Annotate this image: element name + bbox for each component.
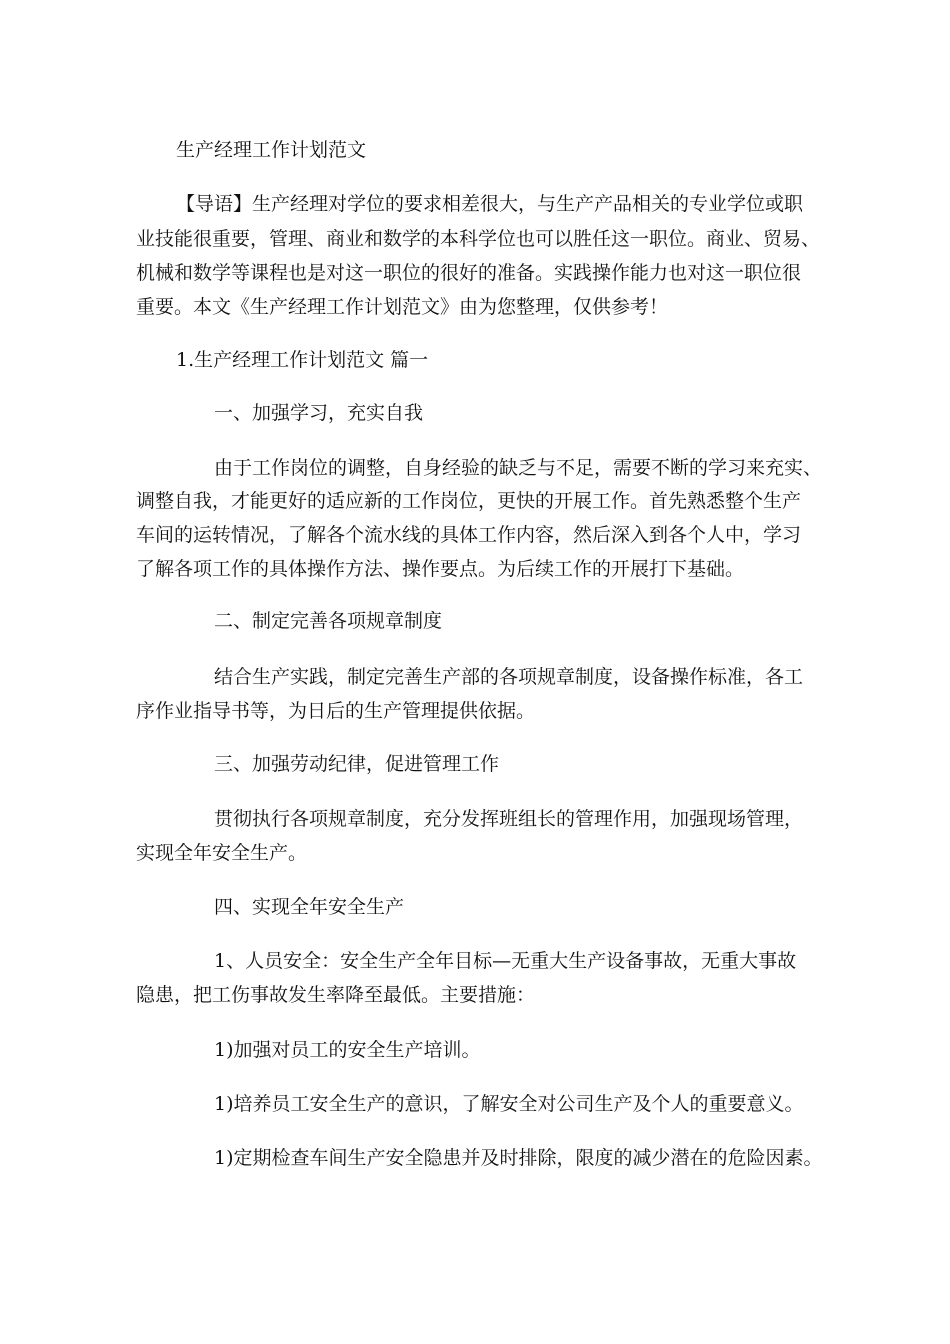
section-heading: 1.生产经理工作计划范文 篇一 — [176, 349, 429, 371]
document-title: 生产经理工作计划范文 — [176, 139, 367, 161]
list-item: 1)定期检查车间生产安全隐患并及时排除，限度的减少潜在的危险因素。 — [214, 1147, 823, 1169]
intro-line: 业技能很重要，管理、商业和数学的本科学位也可以胜任这一职位。商业、贸易、 — [136, 228, 821, 250]
paragraph-1-line: 车间的运转情况，了解各个流水线的具体工作内容，然后深入到各个人中，学习 — [136, 524, 802, 546]
intro-line: 【导语】生产经理对学位的要求相差很大，与生产产品相关的专业学位或职 — [176, 193, 804, 215]
heading-3: 三、加强劳动纪律，促进管理工作 — [214, 753, 500, 775]
paragraph-3-line: 贯彻执行各项规章制度，充分发挥班组长的管理作用，加强现场管理， — [214, 808, 804, 830]
intro-line: 重要。本文《生产经理工作计划范文》由为您整理，仅供参考！ — [136, 296, 669, 318]
paragraph-2-line: 结合生产实践，制定完善生产部的各项规章制度，设备操作标准，各工 — [214, 666, 804, 688]
paragraph-4-line: 1、人员安全：安全生产全年目标—无重大生产设备事故，无重大事故 — [214, 950, 797, 972]
heading-4: 四、实现全年安全生产 — [214, 896, 405, 918]
list-item: 1)加强对员工的安全生产培训。 — [214, 1039, 481, 1061]
intro-line: 机械和数学等课程也是对这一职位的很好的准备。实践操作能力也对这一职位很 — [136, 262, 802, 284]
paragraph-1-line: 调整自我，才能更好的适应新的工作岗位，更快的开展工作。首先熟悉整个生产 — [136, 490, 802, 512]
paragraph-1-line: 由于工作岗位的调整，自身经验的缺乏与不足，需要不断的学习来充实、 — [214, 457, 823, 479]
paragraph-4-line: 隐患，把工伤事故发生率降至最低。主要措施： — [136, 984, 536, 1006]
heading-2: 二、制定完善各项规章制度 — [214, 610, 443, 632]
paragraph-1-line: 了解各项工作的具体操作方法、操作要点。为后续工作的开展打下基础。 — [136, 558, 745, 580]
paragraph-3-line: 实现全年安全生产。 — [136, 842, 308, 864]
paragraph-2-line: 序作业指导书等，为日后的生产管理提供依据。 — [136, 700, 536, 722]
list-item: 1)培养员工安全生产的意识，了解安全对公司生产及个人的重要意义。 — [214, 1093, 804, 1115]
heading-1: 一、加强学习，充实自我 — [214, 402, 424, 424]
